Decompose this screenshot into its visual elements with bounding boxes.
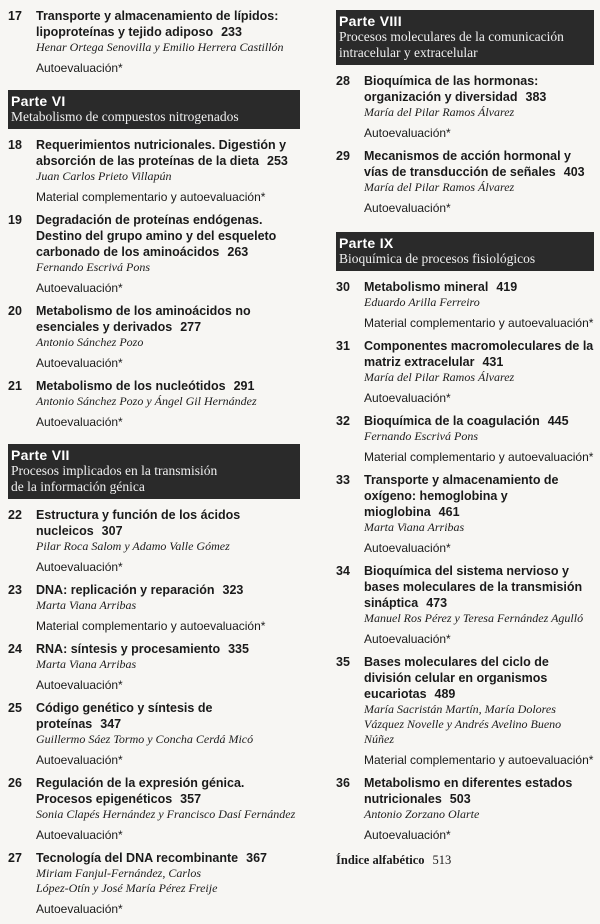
- chapter-page: 473: [426, 596, 448, 610]
- chapter-extra: Autoevaluación*: [36, 902, 123, 916]
- chapter-extra: Autoevaluación*: [364, 541, 451, 555]
- part-subtitle: Procesos implicados en la transmisión de la información génica: [11, 463, 218, 494]
- chapter-authors: María Sacristán Martín, María Dolores Vázquez Novelle y Andrés Avelino Bueno Núñez: [364, 702, 562, 746]
- chapter-number: 26: [8, 776, 22, 790]
- chapter-extra: Material complementario y autoevaluación*: [36, 190, 266, 204]
- chapter-authors: María del Pilar Ramos Álvarez: [364, 370, 515, 384]
- chapter-authors: Marta Viana Arribas: [36, 657, 137, 671]
- chapter-extra: Autoevaluación*: [36, 678, 123, 692]
- chapter-authors: Manuel Ros Pérez y Teresa Fernández Agulló: [364, 611, 584, 625]
- chapter-authors: Pilar Roca Salom y Adamo Valle Gómez: [36, 539, 230, 553]
- chapter-title: Bioquímica del sistema nervioso y bases moleculares de la transmisión sináptica 473: [364, 564, 583, 610]
- chapter-page: 233: [221, 25, 242, 39]
- chapter-title: Degradación de proteínas endógenas. Destino del grupo amino y del esqueleto carbonado de los aminoácidos 263: [36, 213, 277, 259]
- chapter-page: 503: [449, 792, 471, 806]
- chapter-extra: Autoevaluación*: [364, 201, 451, 215]
- toc-entry-24[interactable]: [8, 641, 300, 693]
- toc-entry-35[interactable]: [336, 654, 594, 768]
- chapter-number: 28: [336, 74, 350, 88]
- toc-entry-30[interactable]: [336, 279, 594, 331]
- part-subtitle: Procesos moleculares de la comunicación intracelular y extracelular: [339, 29, 564, 60]
- part-title: Parte IX: [339, 235, 394, 251]
- chapter-number: 24: [8, 642, 22, 656]
- part-banner-ix: [336, 232, 594, 271]
- chapter-number: 22: [8, 508, 22, 522]
- chapter-authors: Henar Ortega Senovilla y Emilio Herrera Castillón: [36, 40, 284, 54]
- chapter-title: Mecanismos de acción hormonal y vías de transducción de señales 403: [364, 149, 585, 179]
- chapter-extra: Autoevaluación*: [36, 753, 123, 767]
- chapter-title: Componentes macromoleculares de la matriz extracelular 431: [364, 339, 594, 369]
- chapter-page: 419: [496, 280, 518, 294]
- toc-entry-27[interactable]: [8, 850, 300, 917]
- chapter-number: 31: [336, 339, 350, 353]
- toc-entry-34[interactable]: [336, 563, 594, 647]
- chapter-authors: Marta Viana Arribas: [36, 598, 137, 612]
- part-title: Parte VI: [11, 93, 66, 109]
- chapter-page: 253: [267, 154, 288, 168]
- chapter-page: 335: [228, 642, 249, 656]
- chapter-number: 18: [8, 138, 22, 152]
- chapter-title: Tecnología del DNA recombinante 367: [36, 851, 267, 865]
- chapter-authors: Sonia Clapés Hernández y Francisco Dasí Fernández: [36, 807, 296, 821]
- chapter-extra: Material complementario y autoevaluación*: [364, 450, 594, 464]
- index-page: 513: [432, 853, 452, 867]
- chapter-number: 25: [8, 701, 22, 715]
- chapter-number: 33: [336, 473, 350, 487]
- chapter-authors: Fernando Escrivá Pons: [36, 260, 150, 274]
- chapter-page: 291: [233, 379, 255, 393]
- toc-entry-25[interactable]: [8, 700, 300, 768]
- chapter-extra: Autoevaluación*: [36, 415, 123, 429]
- chapter-number: 30: [336, 280, 350, 294]
- chapter-title: Metabolismo de los nucleótidos 291: [36, 379, 255, 393]
- chapter-authors: Juan Carlos Prieto Villapún: [36, 169, 172, 183]
- chapter-page: 357: [180, 792, 202, 806]
- toc-entry-18[interactable]: [8, 137, 300, 205]
- chapter-page: 367: [246, 851, 267, 865]
- chapter-title: Requerimientos nutricionales. Digestión y absorción de las proteínas de la dieta 253: [36, 138, 288, 168]
- chapter-page: 307: [101, 524, 123, 538]
- chapter-authors: Antonio Sánchez Pozo: [36, 335, 144, 349]
- chapter-page: 347: [100, 717, 122, 731]
- chapter-authors: Eduardo Arilla Ferreiro: [364, 295, 480, 309]
- chapter-title: Transporte y almacenamiento de lípidos: lipoproteínas y tejido adiposo 233: [36, 9, 279, 39]
- part-banner-viii: [336, 10, 594, 65]
- chapter-title: Bases moleculares del ciclo de división celular en organismos eucariotas 489: [364, 655, 549, 701]
- chapter-number: 23: [8, 583, 22, 597]
- chapter-page: 489: [434, 687, 456, 701]
- chapter-number: 29: [336, 149, 350, 163]
- toc-entry-33[interactable]: [336, 472, 594, 556]
- chapter-title: Bioquímica de las hormonas: organización y diversidad 383: [364, 74, 547, 104]
- chapter-title: Estructura y función de los ácidos nucleicos 307: [36, 508, 241, 538]
- chapter-extra: Autoevaluación*: [36, 828, 123, 842]
- part-subtitle: Metabolismo de compuestos nitrogenados: [11, 109, 239, 124]
- chapter-title: Metabolismo mineral 419: [364, 280, 518, 294]
- chapter-extra: Autoevaluación*: [364, 632, 451, 646]
- chapter-extra: Autoevaluación*: [36, 356, 123, 370]
- chapter-extra: Material complementario y autoevaluación*: [364, 316, 594, 330]
- index-label: Índice alfabético: [336, 853, 425, 867]
- chapter-title: Metabolismo de los aminoácidos no esenciales y derivados 277: [36, 304, 251, 334]
- chapter-extra: Autoevaluación*: [364, 126, 451, 140]
- toc-entry-23[interactable]: [8, 582, 300, 634]
- toc-entry-19[interactable]: [8, 212, 300, 296]
- chapter-number: 27: [8, 851, 22, 865]
- chapter-number: 20: [8, 304, 22, 318]
- chapter-title: RNA: síntesis y procesamiento 335: [36, 642, 249, 656]
- chapter-number: 21: [8, 379, 22, 393]
- toc-entry-17[interactable]: [8, 8, 300, 76]
- chapter-page: 323: [222, 583, 244, 597]
- chapter-extra: Material complementario y autoevaluación*: [36, 619, 266, 633]
- chapter-number: 17: [8, 9, 22, 23]
- chapter-title: Código genético y síntesis de proteínas 347: [36, 701, 213, 731]
- chapter-authors: Fernando Escrivá Pons: [364, 429, 478, 443]
- part-title: Parte VIII: [339, 13, 402, 29]
- toc-entry-31[interactable]: [336, 338, 594, 406]
- part-subtitle: Bioquímica de procesos fisiológicos: [339, 251, 536, 266]
- chapter-extra: Autoevaluación*: [364, 828, 451, 842]
- chapter-authors: Antonio Sánchez Pozo y Ángel Gil Hernández: [36, 394, 257, 408]
- chapter-authors: Guillermo Sáez Tormo y Concha Cerdá Micó: [36, 732, 254, 746]
- chapter-title: DNA: replicación y reparación 323: [36, 583, 244, 597]
- chapter-authors: María del Pilar Ramos Álvarez: [364, 180, 515, 194]
- part-banner-vii: [8, 444, 300, 499]
- toc-entry-22[interactable]: [8, 507, 300, 575]
- chapter-extra: Material complementario y autoevaluación*: [364, 753, 594, 767]
- chapter-extra: Autoevaluación*: [36, 560, 123, 574]
- part-banner-vi: [8, 90, 300, 129]
- chapter-page: 263: [227, 245, 249, 259]
- chapter-title: Metabolismo en diferentes estados nutricionales 503: [364, 776, 573, 806]
- left-column: [8, 0, 300, 924]
- chapter-page: 403: [563, 165, 585, 179]
- chapter-page: 383: [525, 90, 547, 104]
- chapter-number: 19: [8, 213, 22, 227]
- chapter-title: Transporte y almacenamiento de oxígeno: hemoglobina y mioglobina 461: [364, 473, 559, 519]
- toc-entry-21[interactable]: [8, 378, 300, 430]
- chapter-title: Regulación de la expresión génica. Procesos epigenéticos 357: [36, 776, 245, 806]
- right-column: [336, 0, 594, 868]
- chapter-number: 35: [336, 655, 350, 669]
- chapter-title: Bioquímica de la coagulación 445: [364, 414, 569, 428]
- chapter-authors: Antonio Zorzano Olarte: [364, 807, 480, 821]
- toc-entry-26[interactable]: [8, 775, 300, 843]
- chapter-authors: Miriam Fanjul-Fernández, Carlos López-Otín y José María Pérez Freije: [36, 866, 218, 895]
- chapter-number: 32: [336, 414, 350, 428]
- toc-entry-29[interactable]: [336, 148, 594, 216]
- chapter-page: 445: [547, 414, 569, 428]
- chapter-extra: Autoevaluación*: [36, 61, 123, 75]
- chapter-number: 34: [336, 564, 350, 578]
- toc-entry-36[interactable]: [336, 775, 594, 843]
- chapter-page: 431: [482, 355, 504, 369]
- toc-entry-20[interactable]: [8, 303, 300, 371]
- part-title: Parte VII: [11, 447, 70, 463]
- chapter-page: 461: [438, 505, 460, 519]
- chapter-page: 277: [180, 320, 202, 334]
- chapter-extra: Autoevaluación*: [36, 281, 123, 295]
- chapter-number: 36: [336, 776, 350, 790]
- chapter-authors: Marta Viana Arribas: [364, 520, 465, 534]
- chapter-extra: Autoevaluación*: [364, 391, 451, 405]
- toc-entry-32[interactable]: [336, 413, 594, 465]
- index-entry[interactable]: [336, 853, 594, 868]
- toc-entry-28[interactable]: [336, 73, 594, 141]
- chapter-authors: María del Pilar Ramos Álvarez: [364, 105, 515, 119]
